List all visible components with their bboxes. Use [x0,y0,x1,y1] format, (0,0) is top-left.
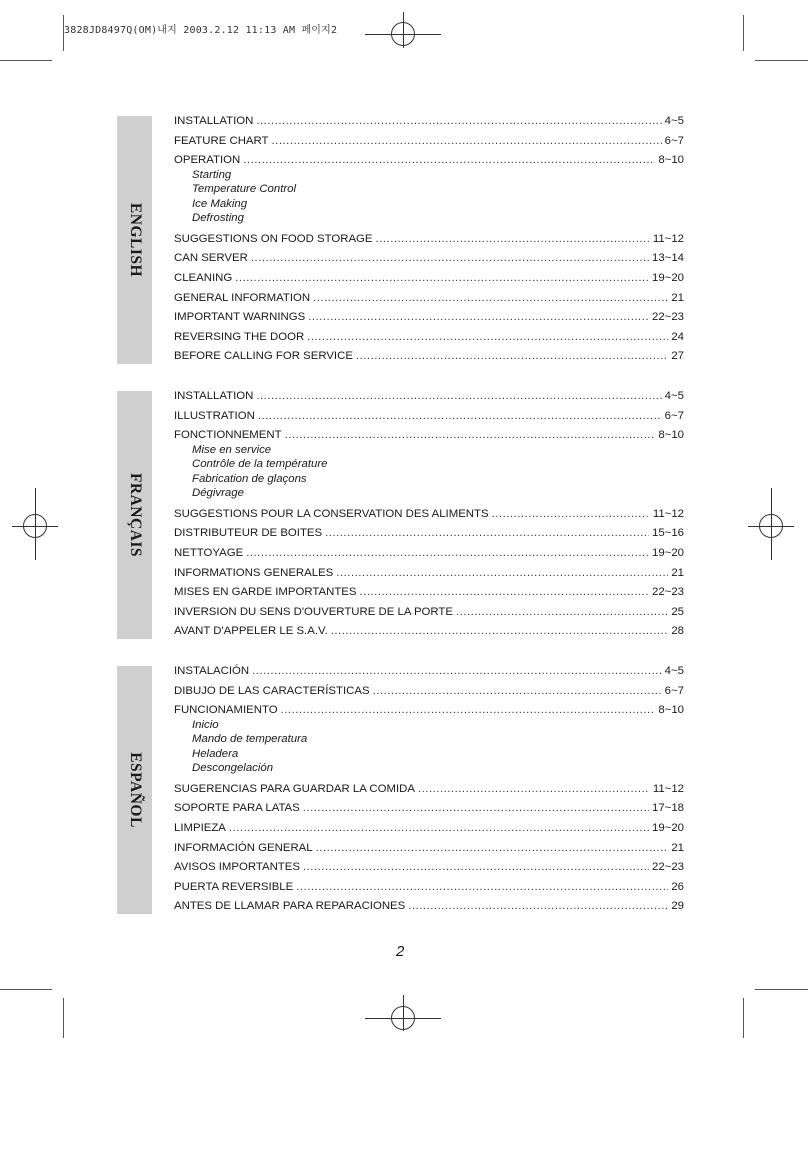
entry-title: PUERTA REVERSIBLE [174,880,294,893]
entry-title: CAN SERVER [174,252,248,265]
entry-title: FONCTIONNEMENT [174,429,282,442]
toc-entry [174,387,684,407]
entry-title: ANTES DE LLAMAR PARA REPARACIONES [174,900,406,913]
dot-leader [256,387,661,407]
entry-pages: 11~12 [652,782,684,795]
sub-entry: Dégivrage [192,487,244,500]
dot-leader [246,544,649,564]
toc-entry [174,839,684,859]
toc-entry [174,780,684,800]
dot-leader [325,524,649,544]
toc-entry [174,249,684,269]
entry-title: FUNCIONAMIENTO [174,704,278,717]
toc-entry [174,662,684,682]
entry-pages: 6~7 [664,409,684,422]
entry-title: AVANT D'APPELER LE S.A.V. [174,625,328,638]
entry-title: MISES EN GARDE IMPORTANTES [174,586,357,599]
entry-title: IMPORTANT WARNINGS [174,311,306,324]
sub-entry: Fabrication de glaçons [192,472,307,485]
dot-leader [331,622,669,642]
toc-subentries [174,168,684,226]
entry-title: CLEANING [174,271,233,284]
entry-pages: 6~7 [664,134,684,147]
entry-title: AVISOS IMPORTANTES [174,861,300,874]
dot-leader [229,819,649,839]
entry-pages: 15~16 [652,527,684,540]
dot-leader [281,701,656,721]
dot-leader [408,897,668,917]
sub-entry: Contrôle de la température [192,458,328,471]
tab-label: ESPAÑOL [126,752,144,828]
entry-pages: 24 [671,330,684,343]
toc-entry [174,819,684,839]
toc-entry [174,308,684,328]
dot-leader [356,347,668,367]
toc-entry [174,603,684,623]
tab-francais [117,391,152,639]
dot-leader [336,564,668,584]
toc-section-english [174,112,684,367]
entry-pages: 6~7 [664,684,684,697]
entry-pages: 21 [671,841,684,854]
entry-pages: 4~5 [664,665,684,677]
entry-pages: 19~20 [652,546,684,559]
entry-title: NETTOYAGE [174,546,244,559]
entry-pages: 21 [671,566,684,579]
entry-title: GENERAL INFORMATION [174,291,311,304]
entry-title: BEFORE CALLING FOR SERVICE [174,350,353,363]
entry-pages: 19~20 [652,271,684,284]
toc-entry [174,347,684,367]
entry-pages: 11~12 [652,507,684,520]
entry-pages: 8~10 [658,429,684,442]
toc-entry [174,622,684,642]
toc-entry [174,701,684,721]
toc-entry [174,583,684,603]
sub-entry: Mando de temperatura [192,733,308,746]
entry-title: DIBUJO DE LAS CARACTERÍSTICAS [174,684,370,697]
dot-leader [418,780,650,800]
dot-leader [360,583,650,603]
entry-title: LIMPIEZA [174,821,226,834]
crop-mark [743,15,744,51]
dot-leader [308,308,649,328]
entry-title: SUGGESTIONS ON FOOD STORAGE [174,232,373,245]
crop-mark [755,989,808,990]
dot-leader [316,839,669,859]
dot-leader [373,682,662,702]
toc-entry [174,544,684,564]
entry-pages: 27 [671,350,684,363]
toc-entry [174,564,684,584]
toc-entry [174,407,684,427]
entry-pages: 26 [671,880,684,893]
sub-entry: Defrosting [192,212,244,225]
dot-leader [251,249,649,269]
dot-leader [313,289,668,309]
sub-entry: Heladera [192,747,239,760]
dot-leader [256,112,661,132]
entry-title: INSTALACIÓN [174,665,250,677]
toc-entry [174,682,684,702]
entry-pages: 4~5 [664,390,684,402]
dot-leader [303,799,649,819]
entry-pages: 19~20 [652,821,684,834]
page-number: 2 [396,943,405,960]
dot-leader [272,132,662,152]
dot-leader [492,505,650,525]
dot-leader [252,662,662,682]
entry-title: INFORMATIONS GENERALES [174,566,334,579]
toc-entry [174,230,684,250]
entry-title: INVERSION DU SENS D'OUVERTURE DE LA PORTE [174,605,453,618]
dot-leader [303,858,649,878]
print-header: 3828JD8497Q(OM)내지 2003.2.12 11:13 AM 페이지2 [64,25,338,36]
entry-pages: 11~12 [652,232,684,245]
entry-pages: 28 [671,625,684,638]
toc-entry [174,112,684,132]
entry-pages: 4~5 [664,115,684,127]
toc-entry [174,878,684,898]
entry-title: SUGERENCIAS PARA GUARDAR LA COMIDA [174,782,415,795]
crop-mark [743,998,744,1038]
crop-mark [755,60,808,61]
entry-pages: 29 [671,900,684,913]
dot-leader [456,603,668,623]
toc-section-espanol [174,662,684,917]
toc-entry [174,505,684,525]
entry-pages: 22~23 [652,861,684,874]
entry-title: OPERATION [174,154,241,167]
sub-entry: Descongelación [192,762,274,775]
tab-label: FRANÇAIS [126,472,144,558]
dot-leader [258,407,662,427]
crop-mark [0,989,52,990]
entry-title: SOPORTE PARA LATAS [174,802,300,815]
toc-entry [174,269,684,289]
dot-leader [285,426,656,446]
sub-entry: Temperature Control [192,183,297,196]
entry-pages: 8~10 [658,154,684,167]
entry-title: INFORMACIÓN GENERAL [174,841,313,854]
toc-entry [174,858,684,878]
entry-pages: 25 [671,605,684,618]
toc-entry [174,799,684,819]
tab-english [117,116,152,364]
toc-entry [174,151,684,171]
entry-title: INSTALLATION [174,390,254,402]
toc-entry [174,328,684,348]
tab-label: ENGLISH [126,202,144,278]
entry-title: REVERSING THE DOOR [174,330,305,343]
entry-title: ILLUSTRATION [174,409,255,422]
sub-entry: Inicio [192,718,219,731]
entry-pages: 17~18 [652,802,684,815]
crop-mark [63,15,64,51]
entry-pages: 22~23 [652,311,684,324]
dot-leader [243,151,655,171]
dot-leader [307,328,668,348]
toc-entry [174,897,684,917]
entry-title: DISTRIBUTEUR DE BOITES [174,527,323,540]
sub-entry: Ice Making [192,197,248,210]
entry-title: SUGGESTIONS POUR LA CONSERVATION DES ALIMENTS [174,507,489,520]
toc-section-francais [174,387,684,642]
dot-leader [296,878,668,898]
toc-entry [174,524,684,544]
crop-mark [63,998,64,1038]
entry-pages: 22~23 [652,586,684,599]
entry-title: INSTALLATION [174,115,254,127]
crop-mark [0,60,52,61]
sub-entry: Mise en service [192,443,272,456]
sub-entry: Starting [192,168,232,181]
toc-subentries [174,443,684,501]
entry-pages: 21 [671,291,684,304]
entry-title: FEATURE CHART [174,134,269,147]
tab-espanol [117,666,152,914]
toc-entry [174,289,684,309]
entry-pages: 8~10 [658,704,684,717]
entry-pages: 13~14 [652,252,684,265]
dot-leader [235,269,649,289]
toc-subentries [174,718,684,776]
toc-entry [174,132,684,152]
dot-leader [376,230,650,250]
